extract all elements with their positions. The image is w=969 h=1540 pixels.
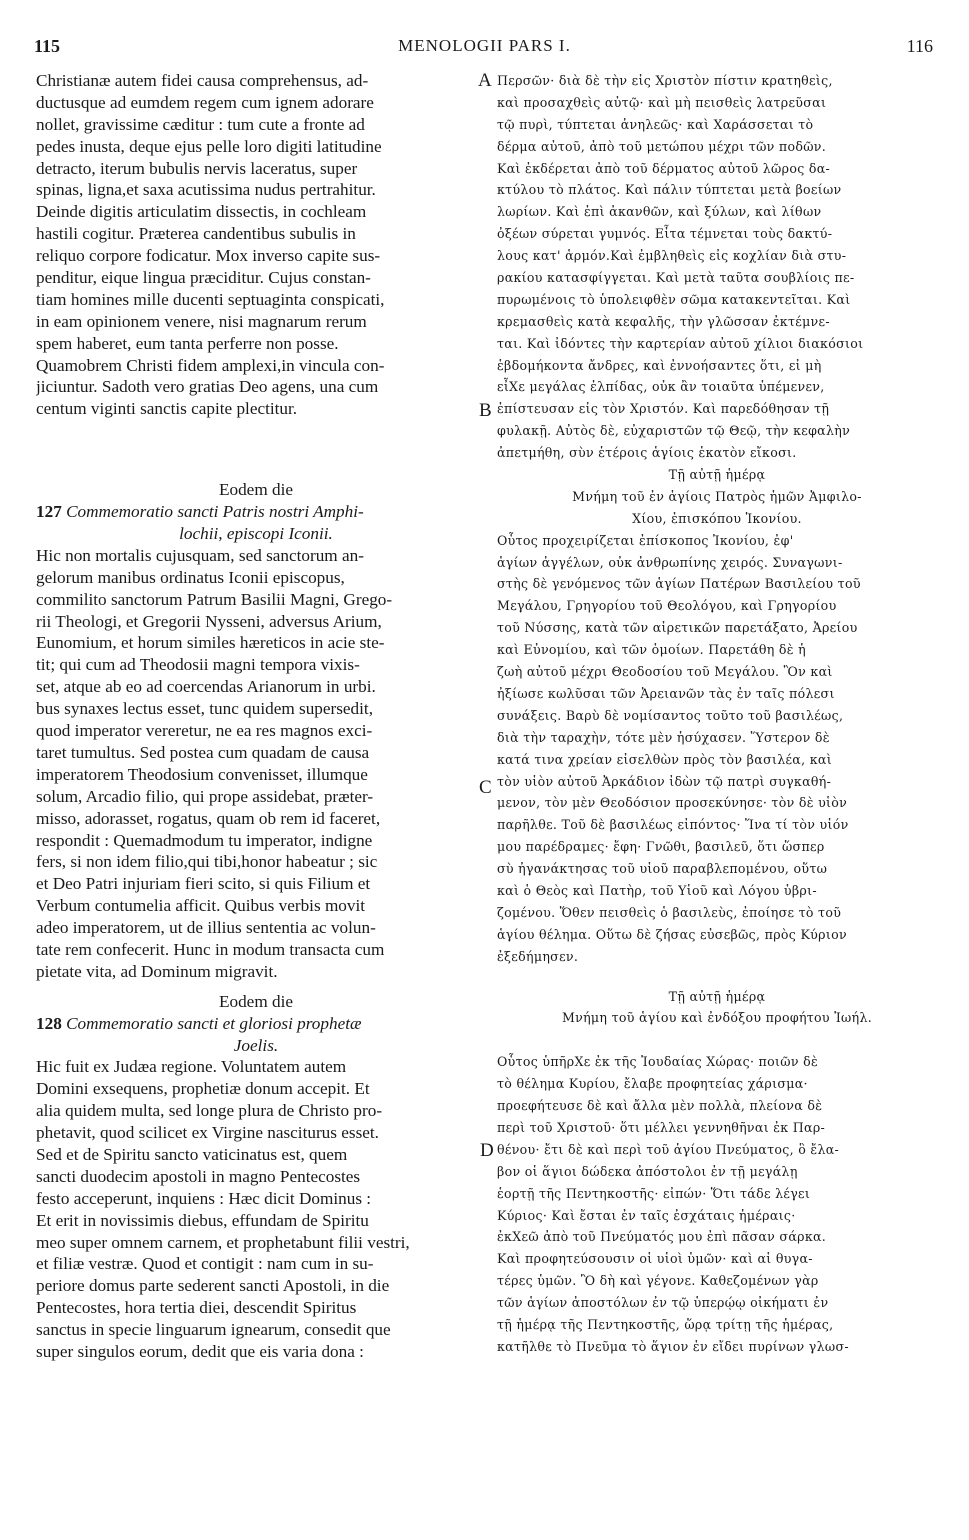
text-line: ἁγίων ἀγγέλων, οὐκ ἀνθρωπίνης χειρός. Συναγωνι- — [497, 554, 843, 570]
text-line: ἑορτῇ τῆς Πεντηκοστῆς· εἰπών· Ὅτι τάδε λέγει — [497, 1185, 811, 1201]
text-line: ἁγίου θέλημα. Οὕτω δὲ ζήσας εὐσεβῶς, πρὸς Κύριον — [497, 926, 847, 942]
text-line: commilito sanctorum Patrum Basilii Magni, Grego- — [36, 589, 393, 609]
text-line: Καὶ προφητεύσουσιν οἱ υἱοὶ ὑμῶν· καὶ αἱ θυγα- — [497, 1251, 813, 1267]
latin-entry-title-128-cont: Joelis. — [233, 1035, 279, 1055]
text-line: Verbum contumelia afficit. Quibus verbis movit — [36, 896, 366, 916]
text-line: tit; qui cum ad Theodosii magni tempora vixis- — [36, 655, 360, 675]
text-line: hastili cogitur. Præterea candentibus subulis in — [36, 224, 356, 244]
text-line: Οὗτος προχειρίζεται ἐπίσκοπος Ἰκονίου, ἐφ' — [497, 532, 794, 548]
text-line: παρῆλθε. Τοῦ δὲ βασιλέως εἰπόντος· Ἵνα τί τὸν υἱόν — [497, 817, 849, 833]
text-line: Κύριος· Καὶ ἔσται ἐν ταῖς ἐσχάταις ἡμέραις· — [497, 1207, 796, 1223]
text-line: στὴς δὲ γενόμενος τῶν ἁγίων Πατέρων Βασιλείου τοῦ — [497, 576, 861, 592]
text-line: τῇ ἡμέρᾳ τῆς Πεντηκοστῆς, ὥρᾳ τρίτῃ τῆς ἡμέρας, — [497, 1316, 834, 1332]
greek-section-1-text — [497, 530, 937, 968]
text-line: ζομένου. Ὅθεν πεισθεὶς ὁ βασιλεὺς, ἐποίησε τὸ τοῦ — [497, 904, 842, 920]
text-line: imperatorem Theodosium convenisset, illumque — [36, 764, 368, 784]
text-line: periore domus parte sederent sancti Apostoli, in die — [36, 1276, 390, 1296]
latin-section-1-text — [36, 545, 476, 983]
text-line: καὶ ὁ Θεὸς καὶ Πατὴρ, τοῦ Υἱοῦ καὶ Λόγου ὑβρι- — [497, 882, 817, 898]
text-line: σὺ ἠγανάκτησας τοῦ υἱοῦ παραβλεπομένου, οὕτω — [497, 861, 828, 877]
text-line: ἐκΧεῶ ἀπὸ τοῦ Πνεύματός μου ἐπὶ πᾶσαν σάρκα. — [497, 1229, 827, 1245]
text-line: quod imperator vereretur, ne ea res magnos exci- — [36, 721, 373, 741]
text-line: sanctus in specie linguarum ignearum, consedit que — [36, 1320, 391, 1340]
text-line: τοῦ Νύσσης, κατὰ τῶν αἱρετικῶν παρετάξατο, Ἀρείου — [497, 620, 858, 636]
latin-entry-title-127 — [36, 501, 476, 523]
text-line: φυλακῇ. Αὐτὸς δὲ, εὐχαριστῶν τῷ Θεῷ, τὴν κεφαλὴν — [497, 423, 851, 439]
text-line: λωρίων. Καὶ ἐπὶ ἀκανθῶν, καὶ ξύλων, καὶ λίθων — [497, 204, 822, 220]
greek-section-heading-1: Τῇ αὐτῇ ἡμέρᾳ — [668, 467, 766, 483]
greek-column — [497, 70, 937, 1358]
text-line: Περσῶν· διὰ δὲ τὴν εἰς Χριστὸν πίστιν κρατηθεὶς, — [497, 73, 833, 88]
text-line: rii Theologi, et Gregorii Nysseni, adversus Arium, — [36, 611, 382, 631]
latin-section-heading-1: Eodem die — [219, 480, 293, 500]
text-line: κτύλου τὸ πλάτος. Καὶ πάλιν τύπτεται μετὰ βοείων — [497, 182, 842, 198]
text-line: spem haberet, eum tanta perferre non posse. — [36, 333, 339, 353]
text-line: gelorum manibus ordinatus Iconii episcopus, — [36, 567, 345, 587]
text-line: τὸν υἱὸν αὐτοῦ Ἀρκάδιον ἰδὼν τῷ πατρὶ συγκαθή- — [497, 773, 832, 789]
latin-section-heading-2: Eodem die — [219, 991, 293, 1011]
text-line: εἶΧε μεγάλας ἐλπίδας, οὐκ ἂν τοιαῦτα ὑπέμενεν, — [497, 379, 825, 395]
text-line: Christianæ autem fidei causa comprehensus, ad- — [36, 71, 369, 90]
text-line: fers, si non idem filio,qui tibi,honor habeatur ; sic — [36, 852, 378, 872]
text-line: tate rem confecerit. Hunc in modum transacta cum — [36, 939, 385, 959]
running-title: MENOLOGII PARS I. — [398, 36, 571, 55]
text-line: et filiæ vestræ. Quod et contigit : nam cum in su- — [36, 1254, 374, 1274]
text-line: festo acceperunt, inquiens : Hæc dicit Dominus : — [36, 1188, 372, 1208]
text-line: καὶ προσαχθεὶς αὐτῷ· καὶ μὴ πεισθεὶς λατρεῦσαι — [497, 94, 827, 110]
text-line: πυρωμένοις τὸ ὑπολειφθὲν σῶμα κατακεντεῖται. Καὶ — [497, 291, 851, 307]
text-line: Pentecostes, hora tertia diei, descendit Spiritus — [36, 1298, 357, 1318]
text-line: nollet, gravissime cæditur : tum cute a fronte ad — [36, 114, 365, 134]
text-line: ἠξίωσε κωλῦσαι τῶν Ἀρειανῶν τὰς ἐν ταῖς πόλεσι — [497, 685, 835, 701]
text-line: κατά τινα χρείαν εἰσελθὼν πρὸς τὸν βασιλέα, καὶ — [497, 751, 832, 767]
text-line: Domini exsequens, prophetiæ donum accepit. Et — [36, 1079, 370, 1099]
text-line: λους κατ' ἁρμόν.Καὶ ἐμβληθεὶς εἰς κοχλίαν διὰ στυ- — [497, 248, 847, 264]
text-line: adeo imperatorem, ut de illius sententia ac volun- — [36, 918, 376, 938]
text-line: δέρμα αὐτοῦ, ἀπὸ τοῦ μετώπου μέχρι τῶν ποδῶν. — [497, 138, 827, 154]
text-line: μενον, τὸν μὲν Θεοδόσιον προσεκύνησε· τὸν δὲ υἱὸν — [497, 795, 848, 811]
text-line: alia quidem multa, sed longe plura de Christo pro- — [36, 1101, 383, 1121]
greek-entry-title-1: Μνήμη τοῦ ἐν ἁγίοις Πατρὸς ἡμῶν Ἀμφιλο- — [572, 488, 862, 504]
text-line: περὶ τοῦ Χριστοῦ· ὅτι μέλλει γεννηθῆναι ἐκ Παρ- — [497, 1119, 826, 1135]
text-line: Sed et de Spiritu sancto vaticinatus est, quem — [36, 1144, 348, 1164]
greek-intro-text — [497, 70, 937, 464]
margin-letter-a: A — [478, 70, 492, 91]
latin-column — [36, 70, 476, 1363]
text-line: ἐπίστευσαν εἰς τὸν Χριστόν. Καὶ παρεδόθησαν τῇ — [497, 401, 830, 417]
text-line: centum viginti sanctis capite plectitur. — [36, 399, 298, 419]
text-line: taret tumultus. Sed postea cum quadam de causa — [36, 742, 370, 762]
text-line: penditur, eique lingua præciditur. Cujus constan- — [36, 268, 371, 288]
text-line: solum, Arcadio filio, qui prope assidebat, præter- — [36, 786, 374, 806]
text-line: super singulos eorum, dedit que eis varia dona : — [36, 1341, 364, 1361]
text-line: ρακίου κατασφίγγεται. Καὶ μετὰ ταῦτα σουβλίοις πε- — [497, 270, 855, 286]
text-line: Deinde digitis articulatim dissectis, in cochleam — [36, 202, 367, 222]
text-line: Hic non mortalis cujusquam, sed sanctorum an- — [36, 545, 364, 565]
margin-letter-b: B — [479, 400, 492, 421]
text-line: et Deo Patri injuriam fieri scito, si quis Filium et — [36, 874, 371, 894]
text-line: βον οἱ ἅγιοι δώδεκα ἀπόστολοι ἐν τῇ μεγάλῃ — [497, 1163, 798, 1179]
latin-entry-title-127-cont: lochii, episcopi Iconii. — [179, 524, 333, 544]
text-line: pietate vita, ad Dominum migravit. — [36, 961, 278, 981]
text-line: ὀξέων σύρεται γυμνός. Εἶτα τέμνεται τοὺς δακτύ- — [497, 226, 833, 242]
page-header — [0, 36, 969, 60]
text-line: ἑβδομήκοντα ἄνδρες, καὶ ἐννοήσαντες ὅτι, εἰ μὴ — [497, 357, 822, 373]
text-line: ται. Καὶ ἰδόντες τὴν καρτερίαν αὐτοῦ χίλιοι διακόσιοι — [497, 335, 864, 351]
greek-section-2-text — [497, 1051, 937, 1357]
text-line: καὶ Εὐνομίου, καὶ τῶν ὁμοίων. Παρετάθη δὲ ἡ — [497, 642, 807, 658]
text-line: κρεμασθεὶς κατὰ κεφαλῆς, τὴν γλῶσσαν ἐκτέμνε- — [497, 313, 830, 329]
text-line: προεφήτευσε δὲ καὶ ἄλλα μὲν πολλὰ, πλείονα δὲ — [497, 1098, 823, 1114]
greek-entry-title-1-cont: Χίου, ἐπισκόπου Ἰκονίου. — [632, 510, 802, 526]
greek-entry-title-2: Μνήμη τοῦ ἁγίου καὶ ἐνδόξου προφήτου Ἰωήλ. — [561, 1010, 873, 1026]
text-line: μου παρέδραμες· ἔφη· Γνῶθι, βασιλεῦ, ὅτι ὥσπερ — [497, 839, 825, 855]
text-line: Μεγάλου, Γρηγορίου τοῦ Θεολόγου, καὶ Γρηγορίου — [497, 598, 837, 614]
text-line: Quamobrem Christi fidem amplexi,in vincula con- — [36, 355, 385, 375]
text-line: Καὶ ἐκδέρεται ἀπὸ τοῦ δέρματος αὐτοῦ λῶρος δα- — [497, 160, 831, 176]
margin-letter-d: D — [480, 1140, 494, 1161]
text-line: set, atque ab eo ad coercendas Arianorum in urbi. — [36, 677, 376, 697]
text-line: συνάξεις. Βαρὺ δὲ νομίσαντος τοῦτο τοῦ βασιλέως, — [497, 707, 844, 723]
text-line: jiciuntur. Sadoth vero gratias Deo agens, una cum — [36, 377, 379, 397]
text-line: sancti duodecim apostoli in magno Pentecostes — [36, 1166, 361, 1186]
margin-letter-c: C — [479, 777, 492, 798]
latin-section-2-text — [36, 1056, 476, 1362]
text-line: Οὗτος ὑπῆρΧε ἐκ τῆς Ἰουδαίας Χώρας· ποιῶν δὲ — [497, 1054, 819, 1070]
text-line: meo super omnem carnem, et prophetabunt filii vestri, — [36, 1232, 410, 1252]
text-line: pedes inusta, deque ejus pelle loro digiti latitudine — [36, 136, 382, 156]
text-line: bus synaxes lectus esset, tunc quidem supersedit, — [36, 699, 374, 719]
greek-section-heading-2: Τῇ αὐτῇ ἡμέρᾳ — [668, 988, 766, 1004]
entry-title: Commemoratio sancti et gloriosi prophetæ — [66, 1013, 362, 1033]
text-line: θένου· ἔτι δὲ καὶ περὶ τοῦ ἁγίου Πνεύματος, ὃ ἔλα- — [497, 1141, 840, 1157]
text-line: detracto, iterum bubulis nervis laceratus, super — [36, 158, 358, 178]
entry-number: 127 — [36, 502, 62, 522]
text-line: reliquo corpore fodicatur. Mox inverso capite sus- — [36, 246, 381, 266]
text-line: ἀπετμήθη, σὺν ἑτέροις ἁγίοις ἑκατὸν εἴκοσι. — [497, 445, 797, 461]
entry-title: Commemoratio sancti Patris nostri Amphi- — [66, 502, 364, 522]
latin-intro-text — [36, 70, 476, 420]
text-line: Et erit in novissimis diebus, effundam de Spiritu — [36, 1210, 369, 1230]
text-line: ζωὴ αὐτοῦ μέχρι Θεοδοσίου τοῦ Μεγάλου. Ὃν καὶ — [497, 664, 833, 680]
text-line: ἐξεδήμησεν. — [497, 948, 579, 964]
text-line: τὸ θέλημα Κυρίου, ἔλαβε προφητείας χάρισμα· — [497, 1076, 808, 1092]
text-line: τῶν ἁγίων ἀποστόλων ἐν τῷ ὑπερῴῳ οἰκήματι ἐν — [497, 1295, 829, 1311]
text-line: misso, adorasset, rogatus, quam ob rem id faceret, — [36, 808, 381, 828]
latin-entry-title-128 — [36, 1013, 476, 1035]
text-line: tiam homines mille ducenti septuaginta conspicati, — [36, 289, 385, 309]
text-line: spinas, ligna,et saxa acutissima nudus pertrahitur. — [36, 180, 376, 200]
text-line: Eunomium, et horum similes hæreticos in acie ste- — [36, 633, 385, 653]
page-number-left: 115 — [34, 36, 61, 56]
text-line: respondit : Quemadmodum tu imperator, indigne — [36, 830, 373, 850]
entry-number: 128 — [36, 1013, 62, 1033]
text-line: διὰ τὴν ταραχὴν, τότε μὲν ἡσύχασεν. Ὕστερον δὲ — [497, 729, 830, 745]
text-line: ductusque ad eumdem regem cum ignem adorare — [36, 92, 374, 112]
text-line: τέρες ὑμῶν. Ὃ δὴ καὶ γέγονε. Καθεζομένων γὰρ — [497, 1273, 819, 1289]
text-line: κατῆλθε τὸ Πνεῦμα τὸ ἅγιον ἐν εἴδει πυρίνων γλωσ- — [497, 1338, 849, 1354]
text-line: in eam opinionem venere, nisi magnarum rerum — [36, 311, 367, 331]
text-line: Hic fuit ex Judæa regione. Voluntatem autem — [36, 1057, 347, 1077]
page-number-right: 116 — [906, 36, 933, 56]
text-line: τῷ πυρὶ, τύπτεται ἀνηλεῶς· καὶ Χαράσσεται τὸ — [497, 116, 814, 132]
text-line: phetavit, quod scilicet ex Virgine nasciturus esset. — [36, 1123, 379, 1143]
